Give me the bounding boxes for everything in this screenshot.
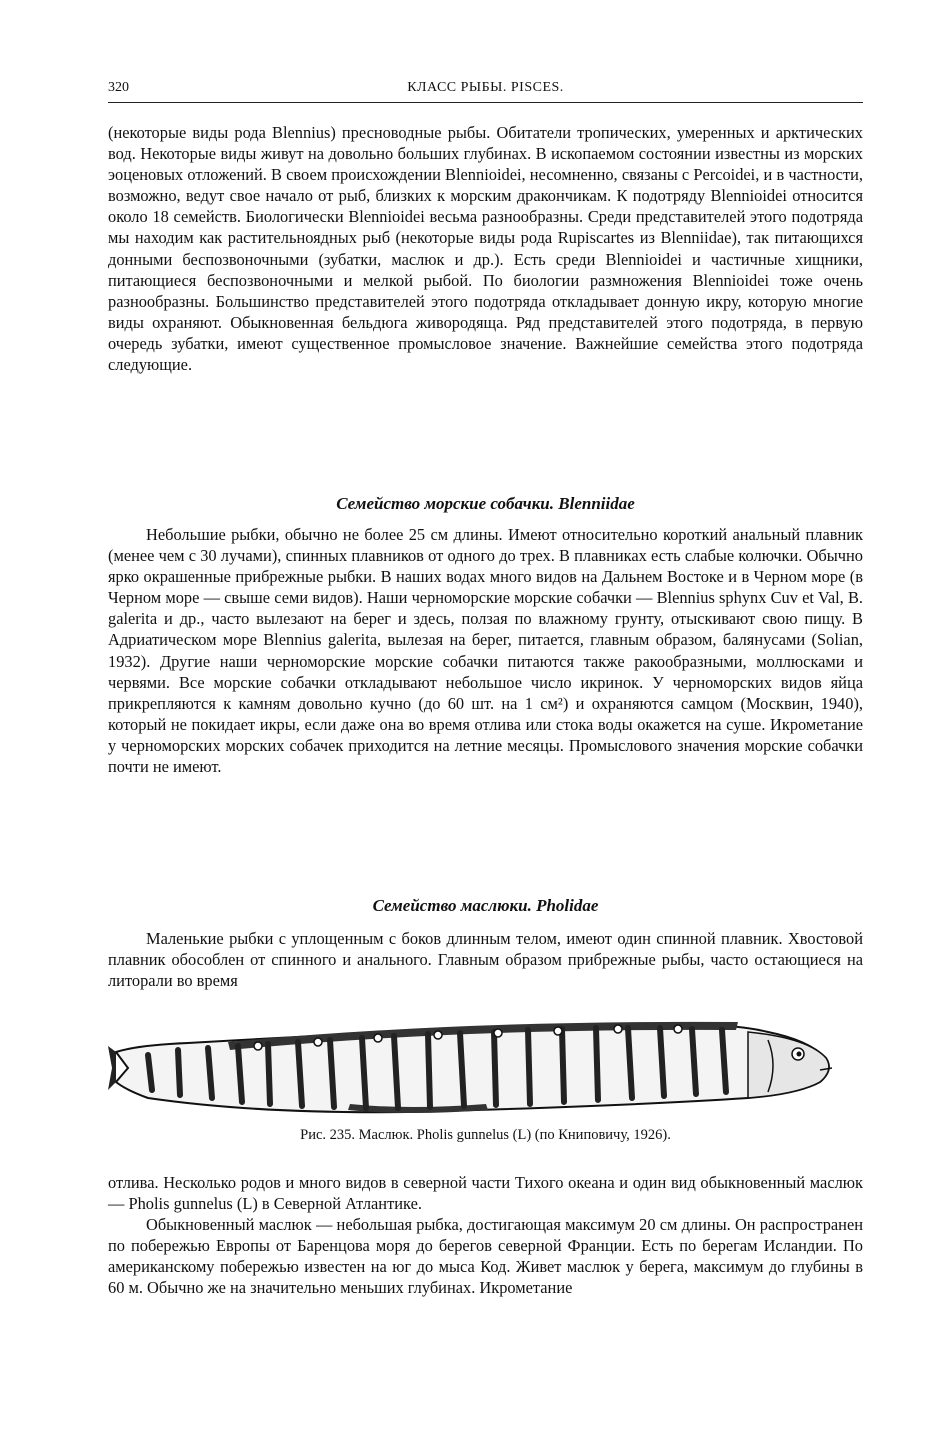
fish-head xyxy=(748,1032,829,1098)
blenniidae-paragraph: Небольшие рыбки, обычно не более 25 см длины. Имеют относительно короткий анальный плавник (менее чем с 30 лучами), спинных плавников от одного до трех. В плавниках есть слабые колючки. Обычно ярко окрашенные прибрежные рыбки. В наших водах много видов на Дальнем Востоке и в Черном море (в Черном море — свыше семи видов). Наши черноморские морские собачки — Blennius sphynx Cuv et Val, B. galerita и др., часто вылезают на берег и здесь, ползая по влажному грунту, отыскивают свою пищу. В Адриатическом море Blennius galerita, вылезая на берег, питается, главным образом, балянусами (Solian, 1932). Другие наши черноморские морские собачки питаются также ракообразными, моллюсками и червями. Все морские собачки откладывают небольшое число икринок. У черноморских видов яйца прикрепляются к камням довольно кучно (до 60 шт. на 1 см²) и охраняются самцом (Москвин, 1940), который не покидает икры, если даже она во время отлива или стока воды окажется на суше. Икрометание у черноморских морских собачек приходится на летние месяцы. Промыслового значения морские собачки почти не имеют. xyxy=(108,525,863,777)
continuation-paragraph: отлива. Несколько родов и много видов в северной части Тихого океана и один вид обыкновенный маслюк — Pholis gunnelus (L) в Северной Атлантике. xyxy=(108,1173,863,1214)
figure-caption: Рис. 235. Маслюк. Pholis gunnelus (L) (по Книповичу, 1926). xyxy=(300,1127,671,1143)
page-number: 320 xyxy=(108,80,129,95)
intro-paragraph: (некоторые виды рода Blennius) пресноводные рыбы. Обитатели тропических, умеренных и арктических вод. Некоторые виды живут на довольно больших глубинах. В ископаемом состоянии известны из морских эоценовых отложений. В своем происхождении Blennioidei, несомненно, связаны с Percoidei, и в частности, возможно, ведут свое начало от рыб, близких к морским дракончикам. К подотряду Blennioidei относится около 18 семейств. Биологически Blennioidei весьма разнообразны. Среди представителей этого подотряда мы находим как растительноядных рыб (некоторые виды рода Rupiscartes из Blenniidae), так питающихся донными беспозвоночными (зубатки, маслюк и др.). Есть среди Blennioidei и частичные хищники, питающиеся беспозвоночными и мелкой рыбой. По биологии размножения Blennioidei тоже очень разнообразны. Большинство представителей этого подотряда откладывает донную икру, которую многие виды охраняют. Обыкновенная бельдюга живородяща. Ряд представителей этого подотряда, в первую очередь зубатки, имеют существенное промысловое значение. Важнейшие семейства этого подотряда следующие. xyxy=(108,123,863,375)
blenniidae-text-block xyxy=(108,524,863,777)
pholidae-paragraph: Маленькие рыбки с уплощенным с боков длинным телом, имеют один спинной плавник. Хвостовой плавник обособлен от спинного и анального. Главным образом прибрежные рыбы, часто остающиеся на литорали во время xyxy=(108,929,863,991)
pholis-description-paragraph: Обыкновенный маслюк — небольшая рыбка, достигающая максимум 20 см длины. Он распространен по побережью Европы от Баренцова моря до берегов северной Франции. Есть по берегам Исландии. По американскому побережью известен на юг до мыса Код. Живет маслюк у берега, максимум до глубины в 60 м. Обычно же на значительно меньших глубинах. Икрометание xyxy=(108,1215,863,1298)
fish-illustration xyxy=(108,1010,868,1122)
continuation-text-block xyxy=(108,1172,863,1299)
section-heading-pholidae: Семейство маслюки. Pholidae xyxy=(372,896,599,915)
running-title: КЛАСС РЫБЫ. PISCES. xyxy=(407,80,564,95)
intro-text-block xyxy=(108,122,863,375)
section-heading-blenniidae: Семейство морские собачки. Blenniidae xyxy=(336,494,635,513)
tail-fin xyxy=(108,1046,116,1090)
page-header xyxy=(108,78,863,103)
pholidae-text-block xyxy=(108,928,863,991)
